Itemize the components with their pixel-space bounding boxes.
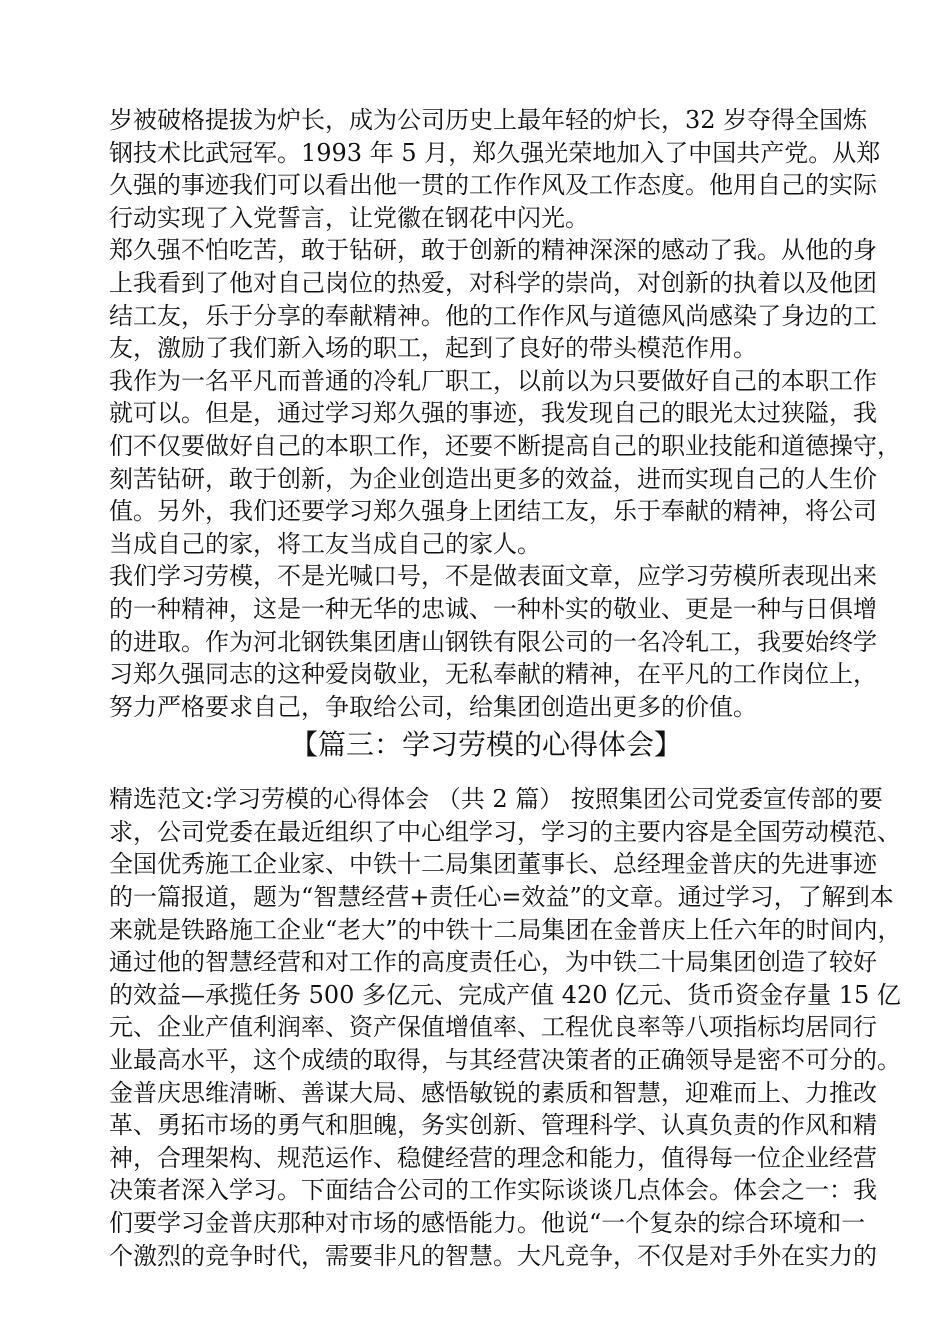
text-line: 岁被破格提拔为炉长，成为公司历史上最年轻的炉长，32 岁夺得全国炼 [109,106,868,134]
text-line: 的一篇报道，题为“智慧经营+责任心=效益”的文章。通过学习，了解到本 [109,883,894,912]
text-line: 业最高水平，这个成绩的取得，与其经营决策者的正确领导是密不可分的。 [109,1046,901,1075]
text-line: 通过他的智慧经营和对工作的高度责任心，为中铁二十局集团创造了较好 [109,948,877,977]
text-line: 金普庆思维清晰、善谋大局、感悟敏锐的素质和智慧，迎难而上、力推改 [109,1078,877,1107]
text-line: 友，激励了我们新入场的职工，起到了良好的带头模范作用。 [109,334,757,363]
text-line: 全国优秀施工企业家、中铁十二局集团董事长、总经理金普庆的先进事迹 [109,850,877,879]
text-line: 上我看到了他对自己岗位的热爱，对科学的崇尚，对创新的执着以及他团 [109,268,877,297]
text-line: 钢技术比武冠军。1993 年 5 月，郑久强光荣地加入了中国共产党。从郑 [109,138,881,167]
text-line: 求，公司党委在最近组织了中心组学习，学习的主要内容是全国劳动模范、 [109,817,901,846]
text-line: 我作为一名平凡而普通的冷轧厂职工，以前以为只要做好自己的本职工作 [109,366,877,395]
text-line: 郑久强不怕吃苦，敢于钻研，敢于创新的精神深深的感动了我。从他的身 [109,236,877,265]
text-line: 习郑久强同志的这种爱岗敬业，无私奉献的精神，在平凡的工作岗位上， [109,660,877,689]
text-line: 的一种精神，这是一种无华的忠诚、一种朴实的敬业、更是一种与日俱增 [109,594,877,623]
text-line: 决策者深入学习。下面结合公司的工作实际谈谈几点体会。体会之一：我 [109,1176,877,1205]
section-one-text [109,104,901,723]
text-line: 元、企业产值利润率、资产保值增值率、工程优良率等八项指标均居同行 [109,1013,877,1042]
section-heading: 【篇三：学习劳模的心得体会】 [289,728,682,762]
text-line: 值。另外，我们还要学习郑久强身上团结工友，乐于奉献的精神，将公司 [109,497,877,526]
text-line: 就可以。但是，通过学习郑久强的事迹，我发现自己的眼光太过狭隘，我 [109,399,877,428]
text-line: 的效益—承揽任务 500 多亿元、完成产值 420 亿元、货币资金存量 15 亿 [109,980,901,1009]
text-line: 当成自己的家，将工友当成自己的家人。 [109,529,541,558]
text-line: 们不仅要做好自己的本职工作，还要不断提高自己的职业技能和道德操守， [109,431,901,460]
text-line: 久强的事迹我们可以看出他一贯的工作作风及工作态度。他用自己的实际 [109,171,877,200]
text-line: 的进取。作为河北钢铁集团唐山钢铁有限公司的一名冷轧工，我要始终学 [109,627,877,656]
text-line: 行动实现了入党誓言，让党徽在钢花中闪光。 [109,203,589,232]
text-line: 努力严格要求自己，争取给公司，给集团创造出更多的价值。 [109,692,757,721]
text-line: 结工友，乐于分享的奉献精神。他的工作作风与道德风尚感染了身边的工 [109,301,877,330]
text-line: 革、勇拓市场的勇气和胆魄，务实创新、管理科学、认真负责的作风和精 [109,1111,877,1140]
document-body [109,104,902,1272]
text-line: 们要学习金普庆那种对市场的感悟能力。他说“一个复杂的综合环境和一 [109,1209,866,1237]
text-line: 我们学习劳模，不是光喊口号，不是做表面文章，应学习劳模所表现出来 [109,562,877,591]
text-line: 个激烈的竞争时代，需要非凡的智慧。大凡竞争，不仅是对手外在实力的 [109,1241,877,1270]
text-line: 精选范文:学习劳模的心得体会 （共 2 篇） 按照集团公司党委宣传部的要 [109,785,883,814]
text-line: 来就是铁路施工企业“老大”的中铁十二局集团在金普庆上任六年的时间内， [109,915,902,944]
text-line: 刻苦钻研，敢于创新，为企业创造出更多的效益，进而实现自己的人生价 [109,464,877,493]
section-two-text [109,783,902,1272]
text-line: 神，合理架构、规范运作、稳健经营的理念和能力，值得每一位企业经营 [109,1143,877,1172]
